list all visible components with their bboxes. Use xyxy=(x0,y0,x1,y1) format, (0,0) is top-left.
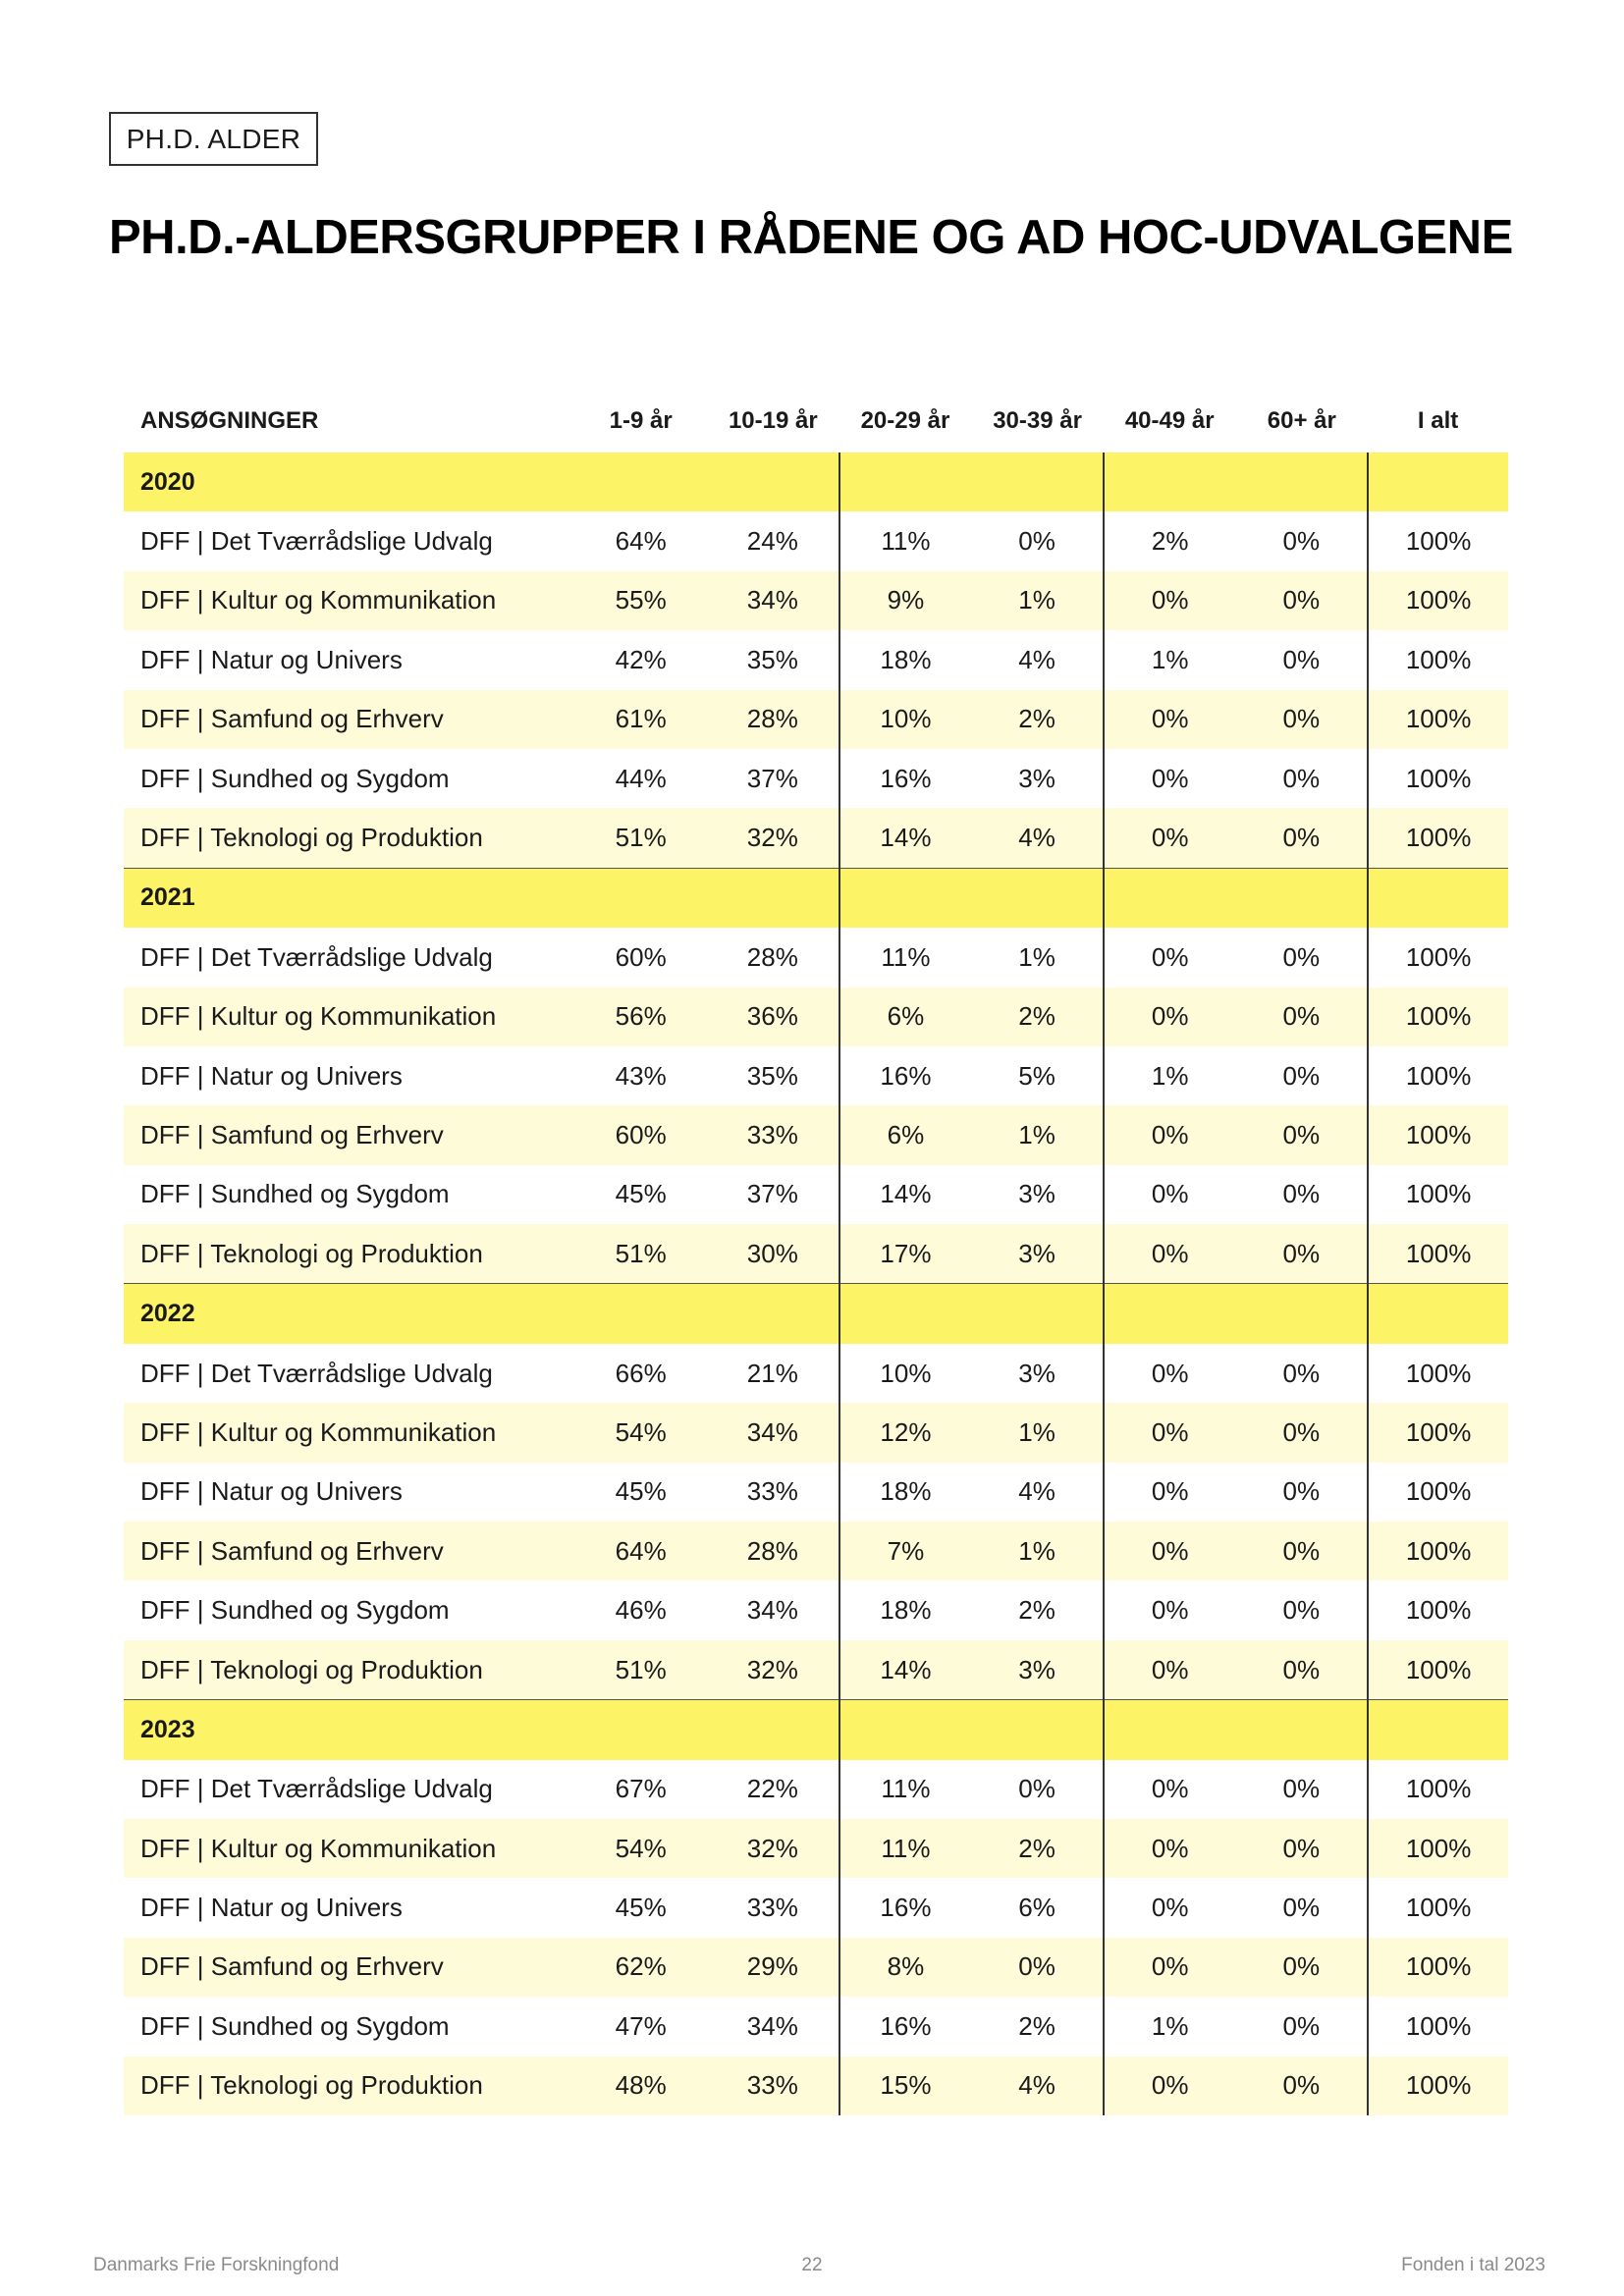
percentage-cell: 34% xyxy=(707,1403,839,1462)
year-band-cell xyxy=(1104,1284,1236,1344)
year-band-cell xyxy=(574,1284,707,1344)
table-row xyxy=(124,1760,1508,1819)
total-cell: 100% xyxy=(1368,808,1508,868)
percentage-cell: 32% xyxy=(707,808,839,868)
row-label: DFF | Sundhed og Sygdom xyxy=(140,1179,450,1209)
percentage-cell: 66% xyxy=(615,1358,667,1388)
percentage-cell: 28% xyxy=(707,690,839,749)
year-band-cell xyxy=(574,1700,707,1760)
percentage-cell: 4% xyxy=(1018,644,1056,674)
year-band-cell xyxy=(1236,868,1369,928)
percentage-cell: 6% xyxy=(1018,1893,1056,1923)
percentage-cell: 37% xyxy=(746,1179,798,1209)
percentage-cell: 0% xyxy=(1018,1774,1056,1804)
row-label: DFF | Det Tværrådslige Udvalg xyxy=(140,941,493,972)
page-title: PH.D.-ALDERSGRUPPER I RÅDENE OG AD HOC-UDVALGENE xyxy=(109,211,1513,264)
percentage-cell: 0% xyxy=(1236,1403,1369,1462)
percentage-cell: 0% xyxy=(1282,1476,1321,1507)
percentage-cell: 14% xyxy=(839,1165,972,1224)
year-band-cell xyxy=(839,453,972,511)
table-row xyxy=(124,1819,1508,1878)
percentage-cell: 0% xyxy=(1236,1640,1369,1700)
table-header xyxy=(124,390,1508,453)
percentage-cell: 0% xyxy=(1236,1938,1369,1997)
year-band-cell xyxy=(971,1700,1104,1760)
percentage-cell: 16% xyxy=(839,749,972,808)
percentage-cell: 3% xyxy=(1018,1358,1056,1388)
percentage-cell: 11% xyxy=(839,928,972,987)
year-band-cell xyxy=(839,868,972,928)
year-band-cell xyxy=(839,1284,972,1344)
row-label: DFF | Kultur og Kommunikation xyxy=(124,1819,574,1878)
percentage-cell: 0% xyxy=(1104,690,1236,749)
row-label: DFF | Sundhed og Sygdom xyxy=(140,1595,450,1626)
percentage-cell: 0% xyxy=(1236,1105,1369,1164)
column-header-applications: ANSØGNINGER xyxy=(140,407,319,434)
total-cell: 100% xyxy=(1368,1344,1508,1403)
year-band-cell xyxy=(707,453,839,511)
percentage-cell: 3% xyxy=(971,1224,1104,1284)
total-cell: 100% xyxy=(1368,1938,1508,1997)
percentage-cell: 5% xyxy=(1018,1060,1056,1091)
table-row xyxy=(124,749,1508,808)
percentage-cell: 0% xyxy=(1282,644,1321,674)
row-label: DFF | Kultur og Kommunikation xyxy=(124,1403,574,1462)
percentage-cell: 62% xyxy=(574,1938,707,1997)
percentage-cell: 33% xyxy=(707,1105,839,1164)
percentage-cell: 0% xyxy=(971,1938,1104,1997)
percentage-cell: 18% xyxy=(839,1580,972,1639)
year-band-cell xyxy=(707,1284,839,1344)
percentage-cell: 0% xyxy=(1104,749,1236,808)
percentage-cell: 67% xyxy=(615,1774,667,1804)
year-label: 2022 xyxy=(124,1284,574,1344)
total-cell: 100% xyxy=(1368,1522,1508,1580)
row-label: DFF | Sundhed og Sygdom xyxy=(140,2010,450,2041)
percentage-cell: 24% xyxy=(746,526,798,557)
table-row xyxy=(124,1580,1508,1639)
percentage-cell: 2% xyxy=(971,690,1104,749)
percentage-cell: 34% xyxy=(707,571,839,630)
table-row xyxy=(124,571,1508,630)
year-band-cell xyxy=(1368,1700,1508,1760)
year-band-cell xyxy=(1104,453,1236,511)
year-band-cell xyxy=(1368,453,1508,511)
year-band-cell xyxy=(1236,1284,1369,1344)
percentage-cell: 30% xyxy=(707,1224,839,1284)
percentage-cell: 10% xyxy=(839,690,972,749)
percentage-cell: 0% xyxy=(1104,1760,1236,1819)
row-label: DFF | Teknologi og Produktion xyxy=(124,1224,574,1284)
percentage-cell: 16% xyxy=(839,1046,972,1105)
percentage-cell: 35% xyxy=(746,644,798,674)
year-header-row xyxy=(124,1700,1508,1760)
year-band-cell xyxy=(839,1700,972,1760)
column-header: 30-39 år xyxy=(993,407,1082,434)
table-body xyxy=(124,453,1508,2115)
percentage-cell: 45% xyxy=(615,1179,667,1209)
percentage-cell: 12% xyxy=(839,1403,972,1462)
table-row xyxy=(124,1463,1508,1522)
total-cell: 100% xyxy=(1368,2056,1508,2115)
percentage-cell: 48% xyxy=(574,2056,707,2115)
percentage-cell: 7% xyxy=(839,1522,972,1580)
percentage-cell: 56% xyxy=(574,988,707,1046)
percentage-cell: 0% xyxy=(1104,571,1236,630)
total-cell: 100% xyxy=(1368,928,1508,987)
percentage-cell: 3% xyxy=(1018,1179,1056,1209)
percentage-cell: 0% xyxy=(1104,1878,1236,1937)
percentage-cell: 28% xyxy=(707,1522,839,1580)
table-row xyxy=(124,808,1508,868)
percentage-cell: 0% xyxy=(1104,988,1236,1046)
percentage-cell: 46% xyxy=(615,1595,667,1626)
percentage-cell: 54% xyxy=(574,1819,707,1878)
percentage-cell: 8% xyxy=(839,1938,972,1997)
table-row xyxy=(124,1938,1508,1997)
percentage-cell: 18% xyxy=(839,630,972,689)
row-label: DFF | Natur og Univers xyxy=(140,1893,403,1923)
total-cell: 100% xyxy=(1368,1165,1508,1224)
percentage-cell: 14% xyxy=(839,808,972,868)
footer-publisher: Danmarks Frie Forskningfond xyxy=(93,2255,340,2275)
row-label: DFF | Kultur og Kommunikation xyxy=(124,571,574,630)
table-row xyxy=(124,1522,1508,1580)
column-header: 10-19 år xyxy=(728,407,818,434)
year-header-row xyxy=(124,868,1508,928)
percentage-cell: 51% xyxy=(574,1640,707,1700)
table-row xyxy=(124,1224,1508,1284)
table-row xyxy=(124,2056,1508,2115)
column-header: 40-49 år xyxy=(1124,407,1215,434)
percentage-cell: 3% xyxy=(1018,763,1056,793)
row-label: DFF | Kultur og Kommunikation xyxy=(124,988,574,1046)
percentage-cell: 42% xyxy=(615,644,667,674)
column-header: 20-29 år xyxy=(860,407,950,434)
total-cell: 100% xyxy=(1368,511,1508,570)
table-row xyxy=(124,1878,1508,1937)
percentage-cell: 35% xyxy=(746,1060,798,1091)
row-label: DFF | Samfund og Erhverv xyxy=(124,1105,574,1164)
percentage-cell: 45% xyxy=(615,1893,667,1923)
year-band-cell xyxy=(971,868,1104,928)
percentage-cell: 0% xyxy=(1104,1463,1236,1522)
total-cell: 100% xyxy=(1368,1224,1508,1284)
section-tag: PH.D. ALDER xyxy=(109,112,318,166)
percentage-cell: 4% xyxy=(1018,1476,1056,1507)
total-cell: 100% xyxy=(1368,1760,1508,1819)
percentage-cell: 0% xyxy=(1282,1358,1321,1388)
percentage-cell: 1% xyxy=(971,1105,1104,1164)
percentage-cell: 21% xyxy=(746,1358,798,1388)
percentage-cell: 28% xyxy=(746,941,798,972)
percentage-cell: 43% xyxy=(615,1060,667,1091)
percentage-cell: 51% xyxy=(574,808,707,868)
row-label: DFF | Det Tværrådslige Udvalg xyxy=(140,526,493,557)
row-label: DFF | Natur og Univers xyxy=(140,644,403,674)
table-row xyxy=(124,1344,1508,1403)
percentage-cell: 0% xyxy=(1282,1060,1321,1091)
year-band-cell xyxy=(707,868,839,928)
percentage-cell: 0% xyxy=(1236,571,1369,630)
total-cell: 100% xyxy=(1368,1640,1508,1700)
percentage-cell: 32% xyxy=(707,1819,839,1878)
row-label: DFF | Det Tværrådslige Udvalg xyxy=(140,1358,493,1388)
age-group-table-container xyxy=(124,390,1508,2115)
table-row xyxy=(124,690,1508,749)
percentage-cell: 33% xyxy=(707,2056,839,2115)
age-group-table xyxy=(124,390,1508,2115)
percentage-cell: 6% xyxy=(839,1105,972,1164)
table-row xyxy=(124,1165,1508,1224)
table-row xyxy=(124,928,1508,987)
percentage-cell: 0% xyxy=(1282,941,1321,972)
row-label: DFF | Natur og Univers xyxy=(140,1060,403,1091)
percentage-cell: 60% xyxy=(615,941,667,972)
percentage-cell: 32% xyxy=(707,1640,839,1700)
percentage-cell: 45% xyxy=(615,1476,667,1507)
percentage-cell: 2% xyxy=(1018,2010,1056,2041)
percentage-cell: 64% xyxy=(574,1522,707,1580)
percentage-cell: 0% xyxy=(1282,1893,1321,1923)
total-cell: 100% xyxy=(1368,1580,1508,1639)
percentage-cell: 11% xyxy=(839,1819,972,1878)
percentage-cell: 0% xyxy=(1104,1165,1236,1224)
row-label: DFF | Teknologi og Produktion xyxy=(124,808,574,868)
percentage-cell: 0% xyxy=(1104,808,1236,868)
total-cell: 100% xyxy=(1368,1997,1508,2056)
column-header: 60+ år xyxy=(1267,407,1336,434)
year-band-cell xyxy=(1104,1700,1236,1760)
percentage-cell: 29% xyxy=(707,1938,839,1997)
year-label: 2023 xyxy=(124,1700,574,1760)
row-label: DFF | Samfund og Erhverv xyxy=(124,1938,574,1997)
percentage-cell: 17% xyxy=(839,1224,972,1284)
table-row xyxy=(124,1997,1508,2056)
percentage-cell: 1% xyxy=(971,571,1104,630)
total-cell: 100% xyxy=(1368,630,1508,689)
percentage-cell: 1% xyxy=(1104,1997,1236,2056)
row-label: DFF | Sundhed og Sygdom xyxy=(140,763,450,793)
percentage-cell: 33% xyxy=(746,1476,798,1507)
percentage-cell: 0% xyxy=(1104,1819,1236,1878)
percentage-cell: 1% xyxy=(971,1403,1104,1462)
percentage-cell: 0% xyxy=(1104,1640,1236,1700)
percentage-cell: 0% xyxy=(1236,988,1369,1046)
year-label: 2020 xyxy=(124,453,574,511)
year-label: 2021 xyxy=(124,868,574,928)
row-label: DFF | Det Tværrådslige Udvalg xyxy=(140,1774,493,1804)
percentage-cell: 0% xyxy=(1236,1819,1369,1878)
percentage-cell: 34% xyxy=(746,1595,798,1626)
footer-page-number: 22 xyxy=(801,2255,823,2275)
percentage-cell: 0% xyxy=(1282,1179,1321,1209)
percentage-cell: 64% xyxy=(615,526,667,557)
percentage-cell: 34% xyxy=(746,2010,798,2041)
percentage-cell: 18% xyxy=(839,1463,972,1522)
column-header: I alt xyxy=(1417,407,1459,434)
total-cell: 100% xyxy=(1368,1403,1508,1462)
percentage-cell: 6% xyxy=(839,988,972,1046)
table-row xyxy=(124,1640,1508,1700)
percentage-cell: 14% xyxy=(839,1640,972,1700)
percentage-cell: 36% xyxy=(707,988,839,1046)
percentage-cell: 11% xyxy=(839,1760,972,1819)
percentage-cell: 0% xyxy=(1104,2056,1236,2115)
percentage-cell: 22% xyxy=(746,1774,798,1804)
percentage-cell: 0% xyxy=(1282,763,1321,793)
total-cell: 100% xyxy=(1368,690,1508,749)
percentage-cell: 0% xyxy=(1018,526,1056,557)
percentage-cell: 33% xyxy=(746,1893,798,1923)
percentage-cell: 0% xyxy=(1104,1938,1236,1997)
total-cell: 100% xyxy=(1368,988,1508,1046)
percentage-cell: 16% xyxy=(839,1878,972,1937)
percentage-cell: 0% xyxy=(1104,1403,1236,1462)
table-row xyxy=(124,1046,1508,1105)
percentage-cell: 44% xyxy=(615,763,667,793)
percentage-cell: 2% xyxy=(971,988,1104,1046)
year-band-cell xyxy=(574,868,707,928)
percentage-cell: 4% xyxy=(971,2056,1104,2115)
year-band-cell xyxy=(971,1284,1104,1344)
percentage-cell: 3% xyxy=(971,1640,1104,1700)
table-row xyxy=(124,988,1508,1046)
row-label: DFF | Samfund og Erhverv xyxy=(124,1522,574,1580)
percentage-cell: 9% xyxy=(839,571,972,630)
percentage-cell: 2% xyxy=(971,1819,1104,1878)
percentage-cell: 47% xyxy=(615,2010,667,2041)
total-cell: 100% xyxy=(1368,571,1508,630)
percentage-cell: 0% xyxy=(1104,1522,1236,1580)
year-band-cell xyxy=(1236,453,1369,511)
percentage-cell: 0% xyxy=(1282,526,1321,557)
total-cell: 100% xyxy=(1368,1105,1508,1164)
year-band-cell xyxy=(707,1700,839,1760)
percentage-cell: 1% xyxy=(1104,1046,1236,1105)
year-band-cell xyxy=(1368,1284,1508,1344)
total-cell: 100% xyxy=(1368,1819,1508,1878)
year-header-row xyxy=(124,1284,1508,1344)
percentage-cell: 0% xyxy=(1104,928,1236,987)
table-row xyxy=(124,1403,1508,1462)
row-label: DFF | Natur og Univers xyxy=(140,1476,403,1507)
percentage-cell: 0% xyxy=(1236,808,1369,868)
row-label: DFF | Samfund og Erhverv xyxy=(124,690,574,749)
percentage-cell: 1% xyxy=(1104,630,1236,689)
table-row xyxy=(124,630,1508,689)
footer-publication: Fonden i tal 2023 xyxy=(1401,2255,1545,2275)
percentage-cell: 0% xyxy=(1282,1774,1321,1804)
percentage-cell: 0% xyxy=(1236,690,1369,749)
percentage-cell: 0% xyxy=(1236,1522,1369,1580)
year-band-cell xyxy=(574,453,707,511)
percentage-cell: 0% xyxy=(1282,1595,1321,1626)
percentage-cell: 51% xyxy=(574,1224,707,1284)
year-band-cell xyxy=(971,453,1104,511)
total-cell: 100% xyxy=(1368,1046,1508,1105)
year-band-cell xyxy=(1236,1700,1369,1760)
total-cell: 100% xyxy=(1368,1463,1508,1522)
percentage-cell: 2% xyxy=(1018,1595,1056,1626)
header-row xyxy=(124,390,1508,453)
table-row xyxy=(124,511,1508,570)
percentage-cell: 10% xyxy=(839,1344,972,1403)
percentage-cell: 37% xyxy=(746,763,798,793)
percentage-cell: 60% xyxy=(574,1105,707,1164)
percentage-cell: 1% xyxy=(1018,941,1056,972)
year-band-cell xyxy=(1104,868,1236,928)
percentage-cell: 0% xyxy=(1236,2056,1369,2115)
year-header-row xyxy=(124,453,1508,511)
percentage-cell: 0% xyxy=(1104,1580,1236,1639)
percentage-cell: 16% xyxy=(839,1997,972,2056)
year-band-cell xyxy=(1368,868,1508,928)
total-cell: 100% xyxy=(1368,749,1508,808)
total-cell: 100% xyxy=(1368,1878,1508,1937)
percentage-cell: 0% xyxy=(1282,2010,1321,2041)
percentage-cell: 0% xyxy=(1236,1224,1369,1284)
percentage-cell: 55% xyxy=(574,571,707,630)
percentage-cell: 54% xyxy=(574,1403,707,1462)
percentage-cell: 0% xyxy=(1104,1105,1236,1164)
percentage-cell: 0% xyxy=(1104,1224,1236,1284)
table-row xyxy=(124,1105,1508,1164)
percentage-cell: 1% xyxy=(971,1522,1104,1580)
percentage-cell: 11% xyxy=(839,511,972,570)
percentage-cell: 0% xyxy=(1104,1344,1236,1403)
percentage-cell: 15% xyxy=(839,2056,972,2115)
column-header: 1-9 år xyxy=(609,407,673,434)
row-label: DFF | Teknologi og Produktion xyxy=(124,2056,574,2115)
percentage-cell: 4% xyxy=(971,808,1104,868)
percentage-cell: 2% xyxy=(1104,511,1236,570)
row-label: DFF | Teknologi og Produktion xyxy=(124,1640,574,1700)
percentage-cell: 61% xyxy=(574,690,707,749)
